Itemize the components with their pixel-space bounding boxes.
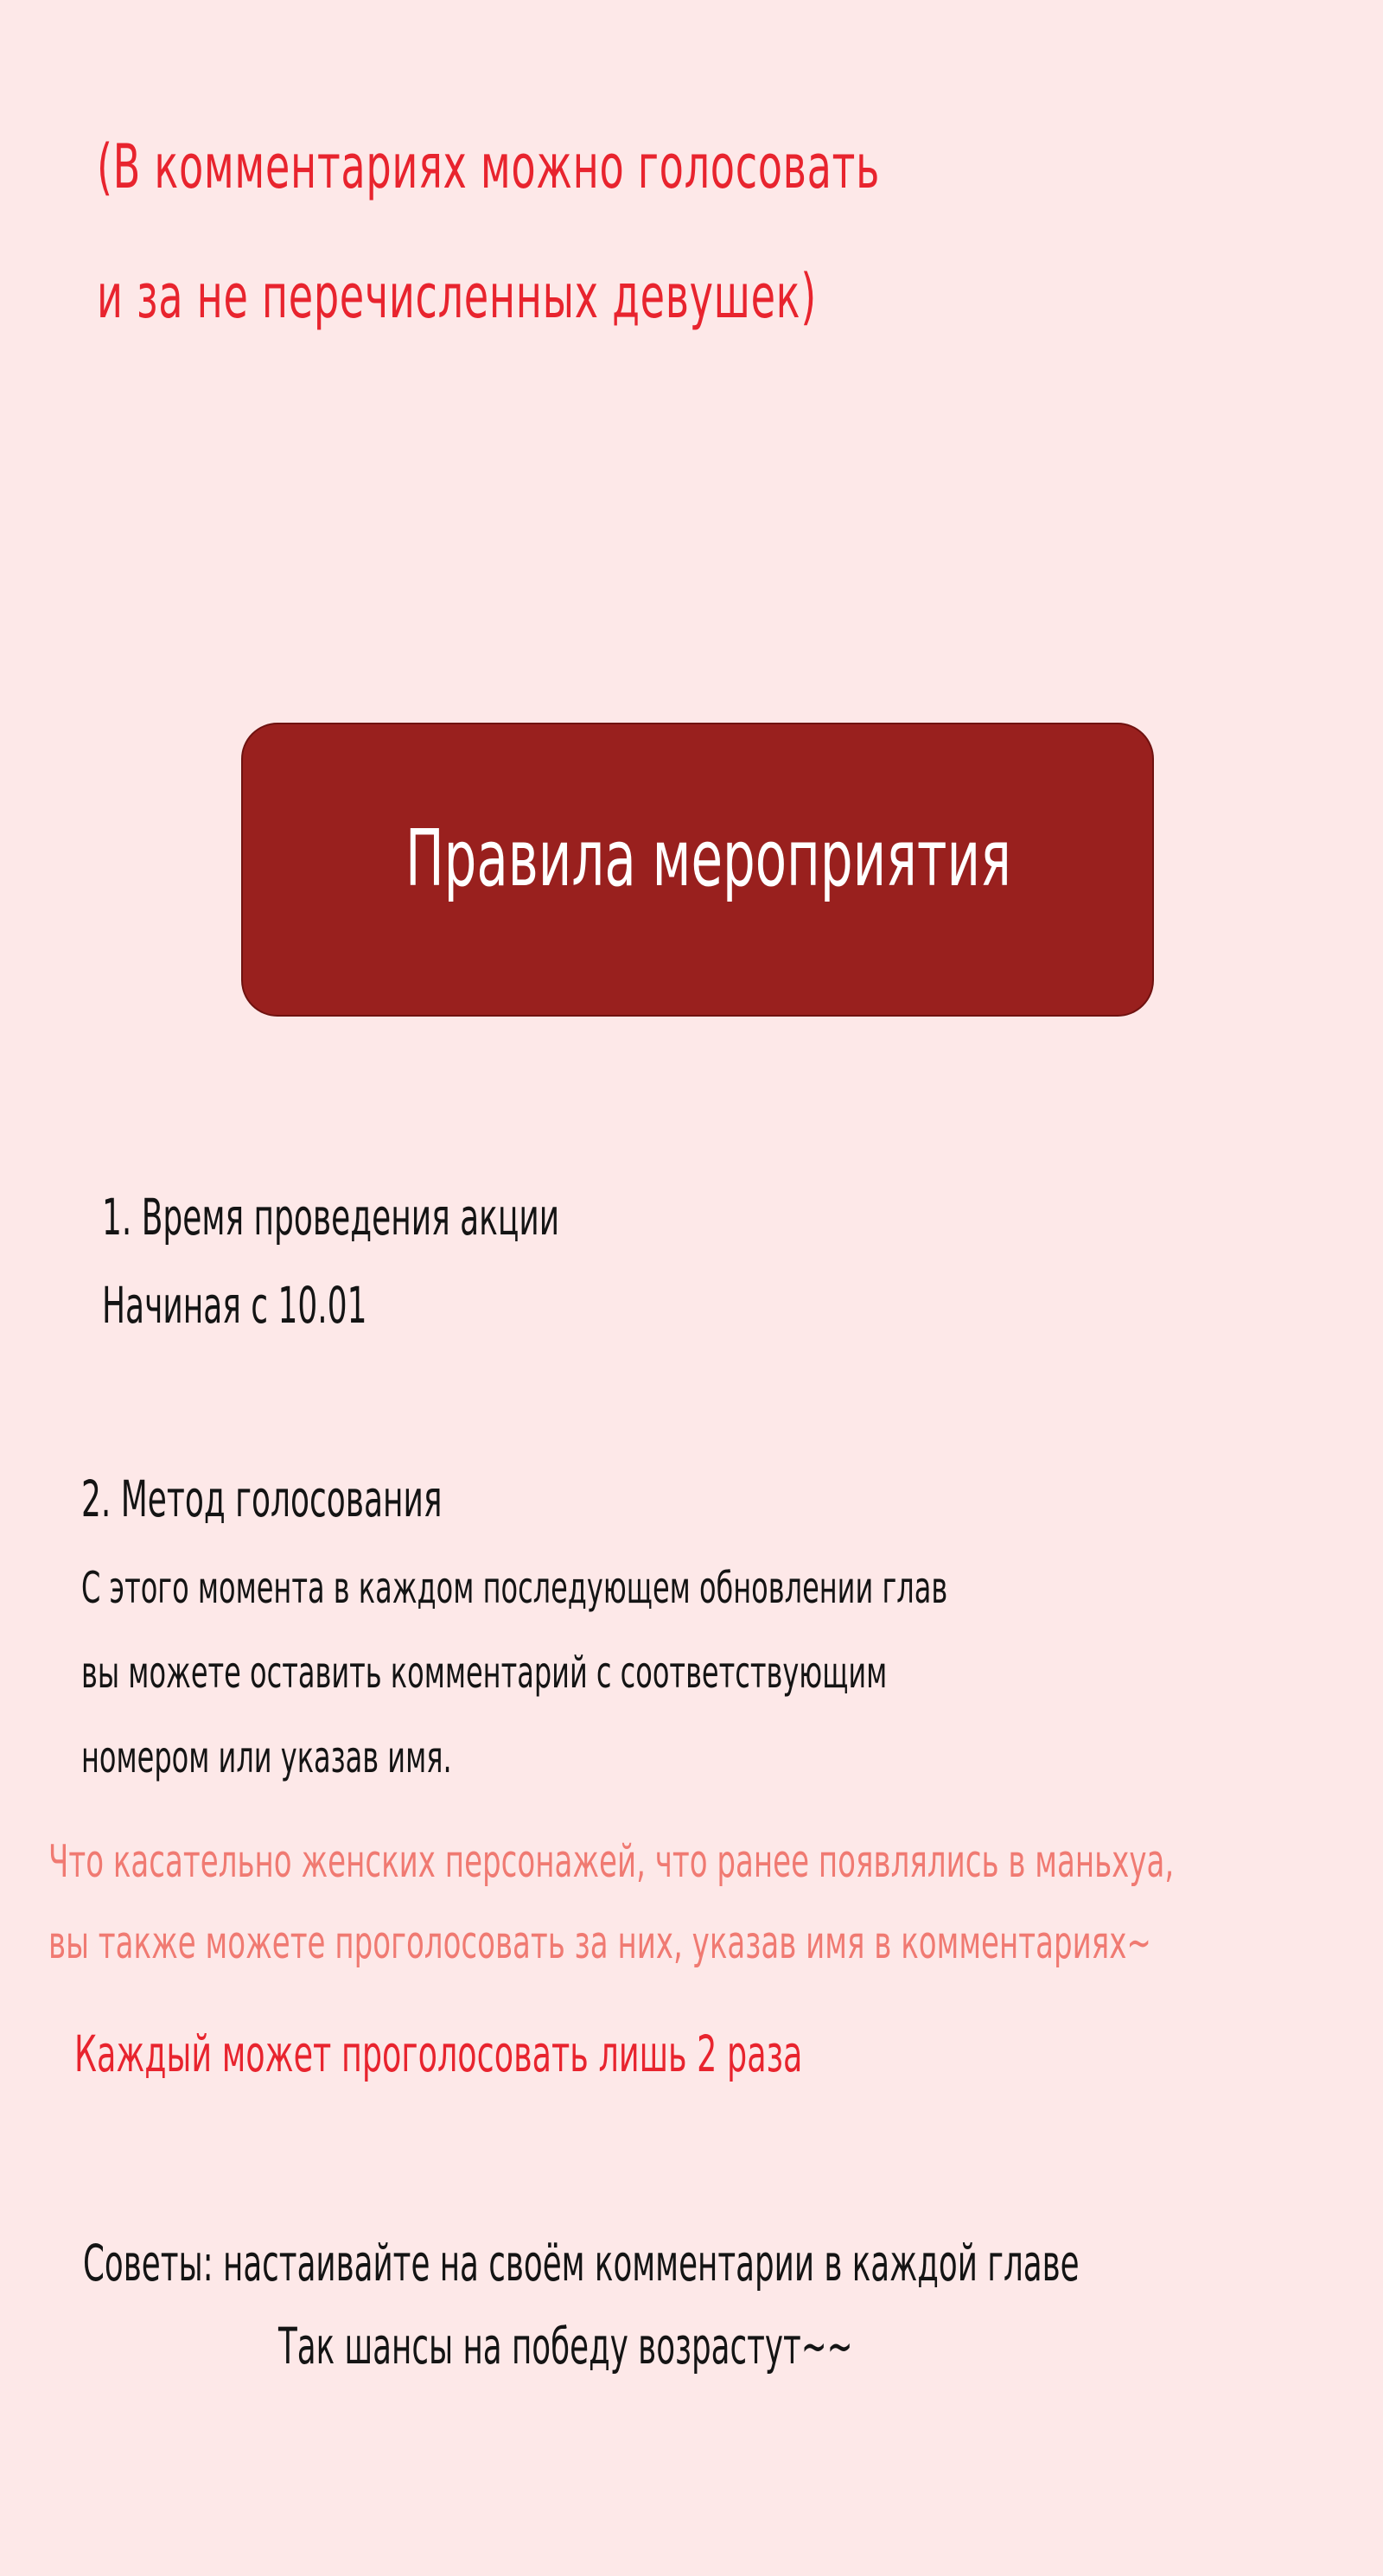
female-characters-note-line: вы также можете проголосовать за них, указав имя в комментариях~	[48, 1917, 1151, 1969]
section-2-text-line: вы можете оставить комментарий с соответствующим	[81, 1648, 888, 1698]
section-2-text-line: номером или указав имя.	[81, 1732, 452, 1782]
section-1-detail: Начиная с 10.01	[102, 1276, 367, 1335]
section-2-text-line: С этого момента в каждом последующем обновлении глав	[81, 1563, 948, 1613]
tips-line-1: Советы: настаивайте на своём комментарии в каждой главе	[83, 2234, 1080, 2292]
rules-banner	[241, 723, 1154, 1017]
section-1-heading: 1. Время проведения акции	[102, 1188, 560, 1247]
tips-line-2: Так шансы на победу возрастут~~	[278, 2317, 853, 2375]
vote-limit-note: Каждый может проголосовать лишь 2 раза	[74, 2024, 803, 2083]
vote-note-line-2: и за не перечисленных девушек)	[97, 261, 817, 332]
rules-banner-title: Правила мероприятия	[405, 813, 1011, 904]
vote-note-line-1: (В комментариях можно голосовать	[97, 131, 881, 202]
section-2-heading: 2. Метод голосования	[81, 1470, 443, 1528]
female-characters-note-line: Что касательно женских персонажей, что ранее появлялись в маньхуа,	[48, 1836, 1175, 1888]
